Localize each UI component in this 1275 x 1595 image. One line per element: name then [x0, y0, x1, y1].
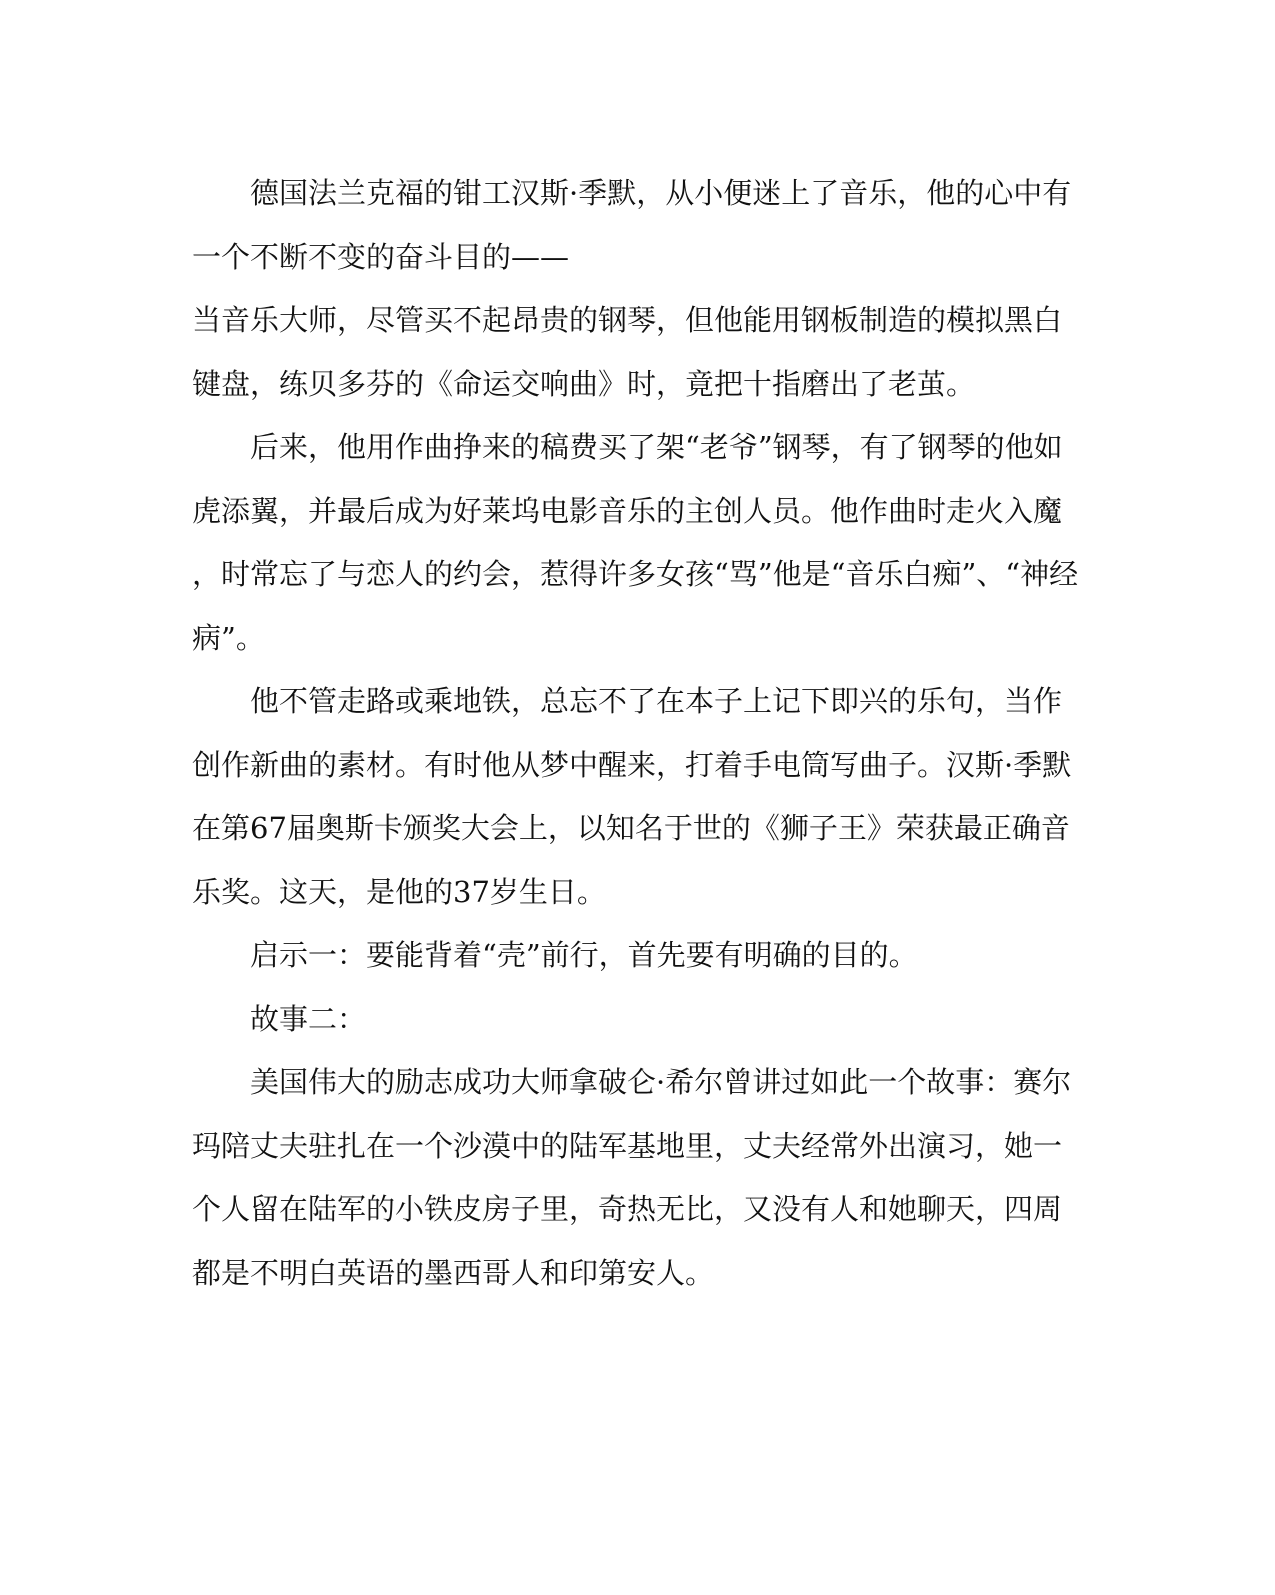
text-line: 个人留在陆军的小铁皮房子里，奇热无比，又没有人和她聊天，四周 — [192, 1192, 1063, 1226]
text-line: 他不管走路或乘地铁，总忘不了在本子上记下即兴的乐句，当作 — [250, 684, 1063, 718]
text-line: 玛陪丈夫驻扎在一个沙漠中的陆军基地里，丈夫经常外出演习，她一 — [192, 1128, 1063, 1163]
text-line: 故事二： — [250, 1001, 367, 1036]
text-line: 后来，他用作曲挣来的稿费买了架“老爷”钢琴，有了钢琴的他如 — [250, 430, 1063, 464]
document-body — [192, 162, 1079, 1305]
text-line: 启示一：要能背着“壳”前行，首先要有明确的目的。 — [250, 938, 918, 972]
text-line: 一个不断不变的奋斗目的—— — [192, 239, 570, 274]
text-line: 当音乐大师，尽管买不起昂贵的钢琴，但他能用钢板制造的模拟黑白 — [192, 303, 1063, 337]
text-line: 乐奖。这天，是他的37岁生日。 — [192, 874, 606, 909]
text-line: 创作新曲的素材。有时他从梦中醒来，打着手电筒写曲子。汉斯·季默 — [192, 747, 1072, 782]
text-line: 键盘，练贝多芬的《命运交响曲》时，竟把十指磨出了老茧。 — [192, 366, 976, 401]
text-line: 虎添翼，并最后成为好莱坞电影音乐的主创人员。他作曲时走火入魔 — [192, 493, 1063, 528]
text-line: 在第67届奥斯卡颁奖大会上，以知名于世的《狮子王》荣获最正确音 — [192, 811, 1070, 845]
text-line: 美国伟大的励志成功大师拿破仑·希尔曾讲过如此一个故事：赛尔 — [250, 1065, 1072, 1099]
text-line: 病”。 — [192, 620, 265, 655]
text-line: ，时常忘了与恋人的约会，惹得许多女孩“骂”他是“音乐白痴”、“神经 — [192, 557, 1079, 591]
text-line: 德国法兰克福的钳工汉斯·季默，从小便迷上了音乐，他的心中有 — [250, 176, 1072, 210]
text-line: 都是不明白英语的墨西哥人和印第安人。 — [192, 1255, 715, 1290]
